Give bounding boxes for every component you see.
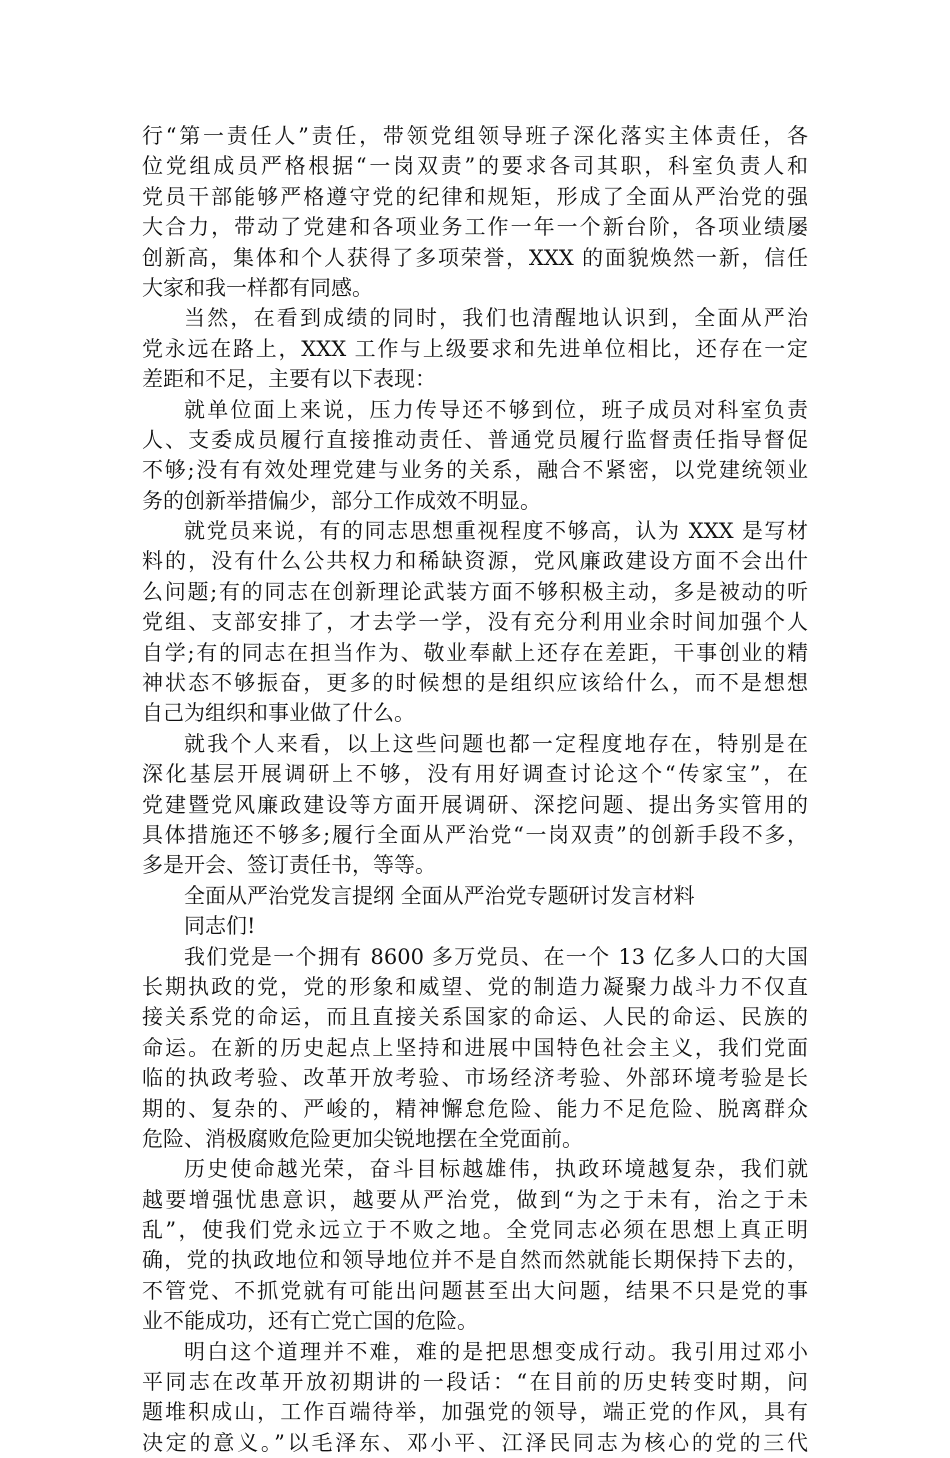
text-line: 自己为组织和事业做了什么。: [142, 701, 415, 726]
text-line: 大合力，带动了党建和各项业务工作一年一个新台阶，各项业绩屡: [142, 215, 808, 240]
text-line: 差距和不足，主要有以下表现：: [142, 367, 436, 392]
text-line: 具体措施还不够多;履行全面从严治党“一岗双责”的创新手段不多，: [142, 822, 808, 847]
text-line: 党建暨党风廉政建设等方面开展调研、深挖问题、提出务实管用的: [142, 792, 808, 817]
text-line: 临的执政考验、改革开放考验、市场经济考验、外部环境考验是长: [142, 1066, 808, 1091]
text-line: 料的，没有什么公共权力和稀缺资源，党风廉政建设方面不会出什: [142, 549, 808, 574]
text-line: 党组、支部安排了，才去学一学，没有充分利用业余时间加强个人: [142, 610, 808, 635]
text-line: 不够;没有有效处理党建与业务的关系，融合不紧密，以党建统领业: [142, 458, 808, 483]
text-line: 期的、复杂的、严峻的，精神懈怠危险、能力不足危险、脱离群众: [142, 1096, 808, 1121]
text-line: 平同志在改革开放初期讲的一段话：“在目前的历史转变时期，问: [142, 1370, 808, 1395]
text-line: 我们党是一个拥有 8600 多万党员、在一个 13 亿多人口的大国: [184, 944, 808, 969]
paragraph: [142, 942, 808, 1155]
text-line: 就我个人来看，以上这些问题也都一定程度地存在，特别是在: [184, 731, 808, 756]
paragraph: [142, 516, 808, 729]
text-line: 题堆积成山，工作百端待举，加强党的领导，端正党的作风，具有: [142, 1400, 808, 1425]
text-line: 务的创新举措偏少，部分工作成效不明显。: [142, 488, 541, 513]
text-line: 就单位面上来说，压力传导还不够到位，班子成员对科室负责: [184, 397, 808, 422]
text-line: 就党员来说，有的同志思想重视程度不够高，认为 XXX 是写材: [184, 519, 808, 544]
text-line: 自学;有的同志在担当作为、敬业奉献上还存在差距，干事创业的精: [142, 640, 808, 665]
paragraph: [142, 1154, 808, 1336]
text-line: 业不能成功，还有亡党亡国的危险。: [142, 1309, 478, 1334]
text-line: 党永远在路上，XXX 工作与上级要求和先进单位相比，还存在一定: [142, 336, 808, 361]
text-line: 长期执政的党，党的形象和威望、党的制造力凝聚力战斗力不仅直: [142, 974, 808, 999]
paragraph: [142, 1337, 808, 1458]
paragraph: [142, 303, 808, 394]
text-line: 神状态不够振奋，更多的时候想的是组织应该给什么，而不是想想: [142, 671, 808, 696]
text-line: 当然，在看到成绩的同时，我们也清醒地认识到，全面从严治: [184, 306, 808, 331]
text-line: 历史使命越光荣，奋斗目标越雄伟，执政环境越复杂，我们就: [184, 1157, 808, 1182]
document-page: [142, 121, 808, 1458]
text-line: 创新高，集体和个人获得了多项荣誉，XXX 的面貌焕然一新，信任: [142, 245, 808, 270]
text-line: 人、支委成员履行直接推动责任、普通党员履行监督责任指导督促: [142, 427, 808, 452]
text-line: 接关系党的命运，而且直接关系国家的命运、人民的命运、民族的: [142, 1005, 808, 1030]
text-line: 深化基层开展调研上不够，没有用好调查讨论这个“传家宝”，在: [142, 762, 808, 787]
paragraph: [142, 121, 808, 303]
text-line: 确，党的执政地位和领导地位并不是自然而然就能长期保持下去的，: [142, 1248, 808, 1273]
text-line: 多是开会、签订责任书，等等。: [142, 853, 436, 878]
text-line: 乱”，使我们党永远立于不败之地。全党同志必须在思想上真正明: [142, 1218, 808, 1243]
text-line: 同志们!: [184, 914, 256, 939]
section-title: [142, 881, 808, 911]
text-line: 行“第一责任人”责任，带领党组领导班子深化落实主体责任，各: [142, 124, 808, 148]
text-line: 位党组成员严格根据“一岗双责”的要求各司其职，科室负责人和: [142, 154, 808, 179]
paragraph: [142, 395, 808, 517]
text-line: 危险、消极腐败危险更加尖锐地摆在全党面前。: [142, 1126, 583, 1151]
salutation: [142, 911, 808, 941]
paragraph: [142, 729, 808, 881]
text-line: 越要增强忧患意识，越要从严治党，做到“为之于未有，治之于未: [142, 1187, 808, 1212]
text-line: 党员干部能够严格遵守党的纪律和规矩，形成了全面从严治党的强: [142, 184, 808, 209]
text-line: 全面从严治党发言提纲 全面从严治党专题研讨发言材料: [184, 883, 695, 908]
text-line: 明白这个道理并不难，难的是把思想变成行动。我引用过邓小: [184, 1339, 808, 1364]
text-line: 大家和我一样都有同感。: [142, 275, 373, 300]
text-line: 不管党、不抓党就有可能出问题甚至出大问题，结果不只是党的事: [142, 1278, 808, 1303]
text-line: 决定的意义。”以毛泽东、邓小平、江泽民同志为核心的党的三代: [142, 1430, 808, 1455]
text-line: 么问题;有的同志在创新理论武装方面不够积极主动，多是被动的听: [142, 579, 808, 604]
text-line: 命运。在新的历史起点上坚持和进展中国特色社会主义，我们党面: [142, 1035, 808, 1060]
